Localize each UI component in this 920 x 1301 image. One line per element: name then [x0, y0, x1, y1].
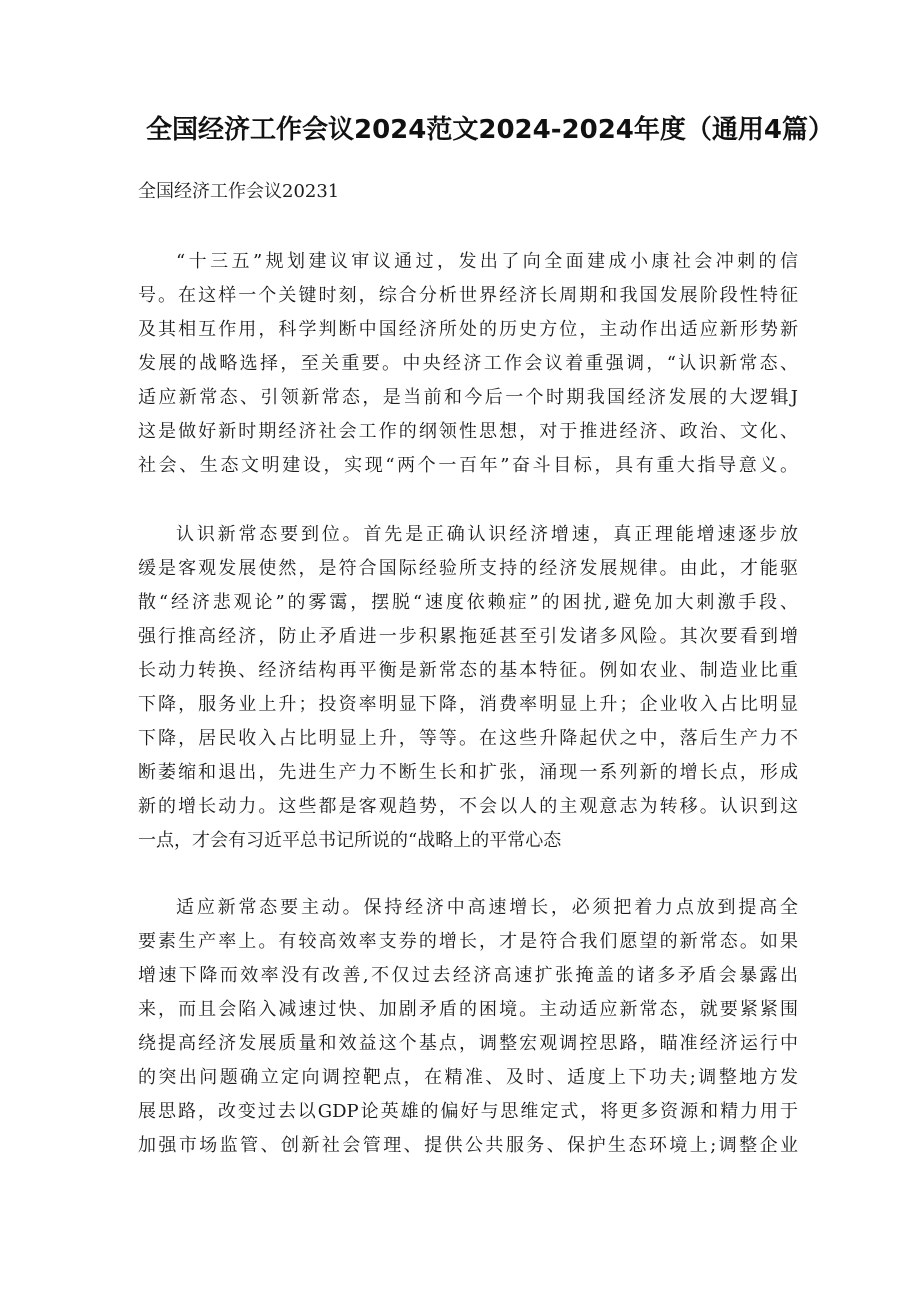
paragraph-3	[138, 891, 798, 1163]
paragraph-line: 一点，才会有习近平总书记所说的“战略上的平常心态	[138, 830, 562, 851]
paragraph-line: 发展的战略选择，至关重要。中央经济工作会议着重强调，“认识新常态、	[138, 353, 798, 374]
paragraph-line: 下降，服务业上升；投资率明显下降，消费率明显上升；企业收入占比明显	[138, 694, 798, 715]
document-subtitle: 全国经济工作会议20231	[138, 181, 340, 202]
paragraph-line: 绕提高经济发展质量和效益这个基点，调整宏观调控思路，瞄准经济运行中	[138, 1033, 798, 1054]
paragraph-line: 缓是客观发展使然，是符合国际经验所支持的经济发展规律。由此，才能驱	[138, 558, 798, 579]
paragraph-2	[138, 518, 798, 858]
paragraph-line: 下降，居民收入占比明显上升，等等。在这些升降起伏之中，落后生产力不	[138, 728, 798, 749]
paragraph-line: 的突出问题确立定向调控靶点，在精准、及时、适度上下功夫;调整地方发	[138, 1067, 798, 1088]
paragraph-line: 及其相互作用，科学判断中国经济所处的历史方位，主动作出适应新形势新	[138, 319, 798, 340]
paragraph-line: “十三五”规划建议审议通过，发出了向全面建成小康社会冲刺的信	[176, 251, 798, 272]
paragraph-line: 认识新常态要到位。首先是正确认识经济增速，真正理能增速逐步放	[176, 524, 798, 545]
paragraph-line: 适应新常态、引领新常态，是当前和今后一个时期我国经济发展的大逻辑J	[138, 387, 798, 408]
paragraph-line: 展思路，改变过去以GDP论英雄的偏好与思维定式，将更多资源和精力用于	[138, 1101, 798, 1122]
paragraph-line: 新的增长动力。这些都是客观趋势，不会以人的主观意志为转移。认识到这	[138, 796, 798, 817]
paragraph-line: 要素生产率上。有较高效率支券的增长，才是符合我们愿望的新常态。如果	[138, 931, 798, 952]
paragraph-line: 适应新常态要主动。保持经济中高速增长，必须把着力点放到提高全	[176, 897, 798, 918]
paragraph-line: 增速下降而效率没有改善,不仅过去经济高速扩张掩盖的诸多矛盾会暴露出	[138, 965, 798, 986]
paragraph-line: 社会、生态文明建设，实现“两个一百年”奋斗目标，具有重大指导意义。	[138, 455, 798, 476]
paragraph-line: 这是做好新时期经济社会工作的纲领性思想，对于推进经济、政治、文化、	[138, 421, 798, 442]
paragraph-1	[138, 245, 798, 483]
paragraph-line: 强行推高经济，防止矛盾进一步积累拖延甚至引发诸多风险。其次要看到增	[138, 626, 798, 647]
paragraph-line: 断萎缩和退出，先进生产力不断生长和扩张，涌现一系列新的增长点，形成	[138, 762, 798, 783]
paragraph-line: 长动力转换、经济结构再平衡是新常态的基本特征。例如农业、制造业比重	[138, 660, 798, 681]
paragraph-line: 加强市场监管、创新社会管理、提供公共服务、保护生态环境上;调整企业	[138, 1135, 798, 1156]
document-title: 全国经济工作会议2024范文2024-2024年度（通用4篇）	[146, 115, 834, 145]
paragraph-line: 来，而且会陷入减速过快、加剧矛盾的困境。主动适应新常态，就要紧紧围	[138, 999, 798, 1020]
paragraph-line: 散“经济悲观论”的雾霭，摆脱“速度依赖症”的困扰,避免加大刺激手段、	[138, 592, 798, 613]
paragraph-line: 号。在这样一个关键时刻，综合分析世界经济长周期和我国发展阶段性特征	[138, 285, 798, 306]
